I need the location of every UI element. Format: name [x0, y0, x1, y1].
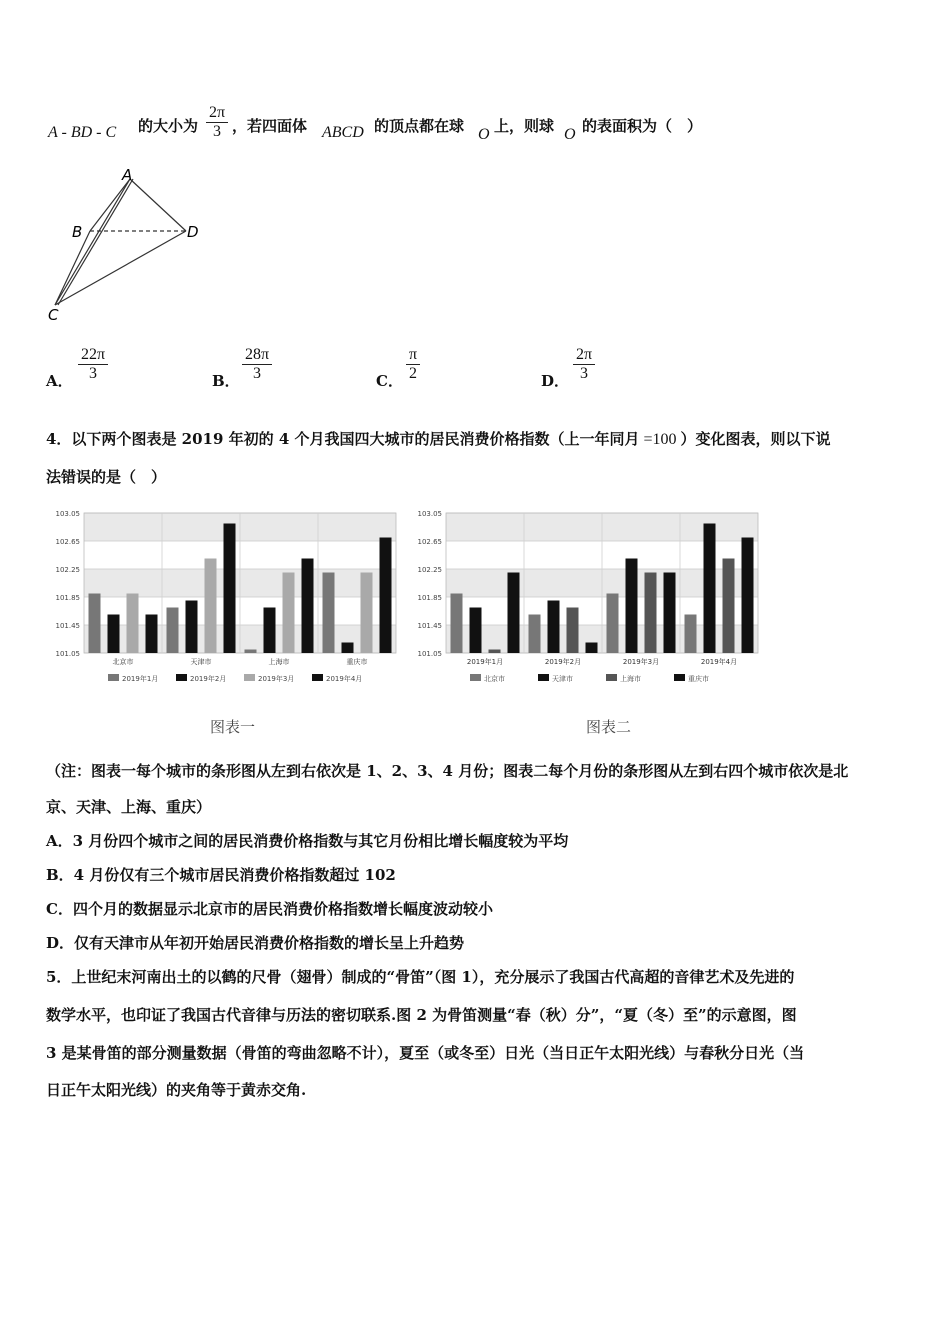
edge-ab: [90, 179, 130, 231]
chart-one-bar: [146, 615, 158, 654]
q3-text-5: 的表面积为（ ）: [582, 117, 703, 135]
chart-one-bar: [89, 594, 101, 654]
edge-ac: [55, 179, 130, 305]
chart-one-bar: [380, 538, 392, 654]
base-100-math: =100: [643, 431, 677, 448]
chart-one-category-label: 上海市: [268, 658, 290, 666]
chart-two-legend-swatch: [606, 674, 617, 681]
chart-one-bar: [186, 601, 198, 654]
chart-two-ytick-label: 101.05: [417, 650, 442, 658]
chart-two-bar: [685, 615, 697, 654]
q3-stem: [46, 104, 926, 154]
chart-one-bar: [167, 608, 179, 654]
chart-one-category-label: 重庆市: [346, 658, 368, 666]
chart-one-bar: [127, 594, 139, 654]
angle-fraction: $\frac{2\pi}{3}$: [206, 104, 228, 141]
q3-text-3: 的顶点都在球: [374, 117, 465, 135]
q3-text-1: 的大小为: [138, 117, 199, 135]
chart-one-ytick-label: 101.85: [55, 594, 80, 602]
q3-option-a[interactable]: A． $\frac{22\pi}{3}$: [46, 346, 166, 392]
chart-two-category-label: 2019年1月: [466, 658, 504, 666]
chart-one-bar: [323, 573, 335, 654]
q3-option-d[interactable]: D． $\frac{2\pi}{3}$: [541, 346, 661, 392]
chart-two-category-label: 2019年4月: [700, 658, 738, 666]
q4-stem-line-2: 法错误的是（ ）: [46, 468, 167, 486]
chart-two-bar: [489, 650, 501, 654]
chart-one-bar: [245, 650, 257, 654]
q3-option-b[interactable]: B． $\frac{28\pi}{3}$: [212, 346, 332, 392]
chart-one-category-label: 天津市: [190, 658, 212, 666]
chart-two-bar: [529, 615, 541, 654]
chart-two-bar: [645, 573, 657, 654]
chart-two-bar: [586, 643, 598, 654]
chart-two-legend-label: 北京市: [484, 675, 505, 683]
vertex-b-label: B: [72, 223, 83, 241]
chart-one-legend-swatch: [312, 674, 323, 681]
chart-one-caption: 图表一: [210, 718, 256, 736]
chart-two-bar: [451, 594, 463, 654]
q4-option-b[interactable]: B．4 月份仅有三个城市居民消费价格指数超过 102: [46, 866, 396, 884]
q4-option-d[interactable]: D．仅有天津市从年初开始居民消费价格指数的增长呈上升趋势: [46, 934, 465, 952]
edge-ac2: [58, 179, 133, 305]
tetrahedron-figure: [40, 165, 220, 325]
q5-line-4: 日正午太阳光线）的夹角等于黄赤交角.: [46, 1081, 307, 1099]
chart-two-bar: [704, 524, 716, 654]
chart-two-legend-label: 重庆市: [688, 675, 709, 683]
chart-two-bar: [508, 573, 520, 654]
chart-two-ytick-label: 101.45: [417, 622, 442, 630]
q3-option-c[interactable]: C． $\frac{\pi}{2}$: [376, 346, 496, 392]
chart-two-category-label: 2019年3月: [622, 658, 660, 666]
chart-one-legend-swatch: [108, 674, 119, 681]
edge-cd: [55, 231, 186, 305]
chart-two-bar: [626, 559, 638, 654]
chart-two-bar: [742, 538, 754, 654]
chart-two-ytick-label: 102.65: [417, 538, 442, 546]
chart-one-legend-label: 2019年2月: [190, 675, 227, 683]
chart-two-ytick-label: 103.05: [417, 510, 442, 518]
chart-one-ytick-label: 102.65: [55, 538, 80, 546]
edge-bc: [55, 231, 90, 305]
q4-stem-line-1: 4．以下两个图表是 2019 年初的 4 个月我国四大城市的居民消费价格指数（上一年同月 =100 ）变化图表，则以下说: [46, 430, 831, 448]
chart-one-bar: [264, 608, 276, 654]
chart-one-bar: [361, 573, 373, 654]
chart-one-bar: [205, 559, 217, 654]
chart-one-bar: [342, 643, 354, 654]
chart-one-bar: [302, 559, 314, 654]
chart-two-bar: [470, 608, 482, 654]
chart-two-legend-swatch: [674, 674, 685, 681]
dihedral-angle-math: A - BD - C: [48, 124, 117, 141]
chart-one-bar: [108, 615, 120, 654]
q4-note-line-1: （注：图表一每个城市的条形图从左到右依次是 1、2、3、4 月份；图表二每个月份的条形图从左到右四个城市依次是北: [46, 762, 849, 780]
chart-one-bar: [224, 524, 236, 654]
q5-line-1: 5．上世纪末河南出土的以鹤的尺骨（翅骨）制成的“骨笛”（图 1），充分展示了我国古代高超的音律艺术及先进的: [46, 968, 795, 986]
chart-one-category-label: 北京市: [112, 658, 134, 666]
chart-two-legend-swatch: [470, 674, 481, 681]
vertex-c-label: C: [48, 306, 59, 324]
sphere-math-2: O: [564, 126, 576, 143]
chart-two-caption: 图表二: [586, 718, 632, 736]
edge-ad: [130, 179, 186, 231]
chart-one-legend-label: 2019年3月: [258, 675, 295, 683]
chart-two-ytick-label: 101.85: [417, 594, 442, 602]
chart-two-bar: [723, 559, 735, 654]
chart-one-legend-swatch: [176, 674, 187, 681]
q4-note-line-2: 京、天津、上海、重庆）: [46, 798, 212, 816]
chart-one-ytick-label: 101.05: [55, 650, 80, 658]
chart-one-legend-label: 2019年4月: [326, 675, 363, 683]
chart-one-ytick-label: 102.25: [55, 566, 80, 574]
q5-line-3: 3 是某骨笛的部分测量数据（骨笛的弯曲忽略不计），夏至（或冬至）日光（当日正午太阳光线）与春秋分日光（当: [46, 1044, 805, 1062]
chart-two-bar: [664, 573, 676, 654]
q4-option-a[interactable]: A．3 月份四个城市之间的居民消费价格指数与其它月份相比增长幅度较为平均: [46, 832, 569, 850]
q4-option-c[interactable]: C．四个月的数据显示北京市的居民消费价格指数增长幅度波动较小: [46, 900, 493, 918]
tetra-math: ABCD: [322, 124, 364, 141]
chart-two-ytick-label: 102.25: [417, 566, 442, 574]
q3-text-2: ，若四面体: [232, 117, 308, 135]
chart-two-bar: [607, 594, 619, 654]
chart-two-legend-label: 上海市: [620, 675, 641, 683]
vertex-a-label: A: [122, 166, 133, 184]
chart-one-legend-label: 2019年1月: [122, 675, 159, 683]
chart-two-legend-label: 天津市: [552, 675, 573, 683]
chart-one-bar: [283, 573, 295, 654]
chart-two: [410, 505, 770, 690]
chart-one-ytick-label: 103.05: [55, 510, 80, 518]
chart-two-bar: [548, 601, 560, 654]
vertex-d-label: D: [187, 223, 199, 241]
chart-two-bar: [567, 608, 579, 654]
chart-one-legend-swatch: [244, 674, 255, 681]
chart-two-category-label: 2019年2月: [544, 658, 582, 666]
chart-one: [48, 505, 408, 690]
sphere-math-1: O: [478, 126, 490, 143]
chart-one-ytick-label: 101.45: [55, 622, 80, 630]
chart-two-legend-swatch: [538, 674, 549, 681]
q5-line-2: 数学水平，也印证了我国古代音律与历法的密切联系.图 2 为骨笛测量“春（秋）分”，“夏（冬）至”的示意图，图: [46, 1006, 797, 1024]
q3-text-4: 上，则球: [494, 117, 555, 135]
